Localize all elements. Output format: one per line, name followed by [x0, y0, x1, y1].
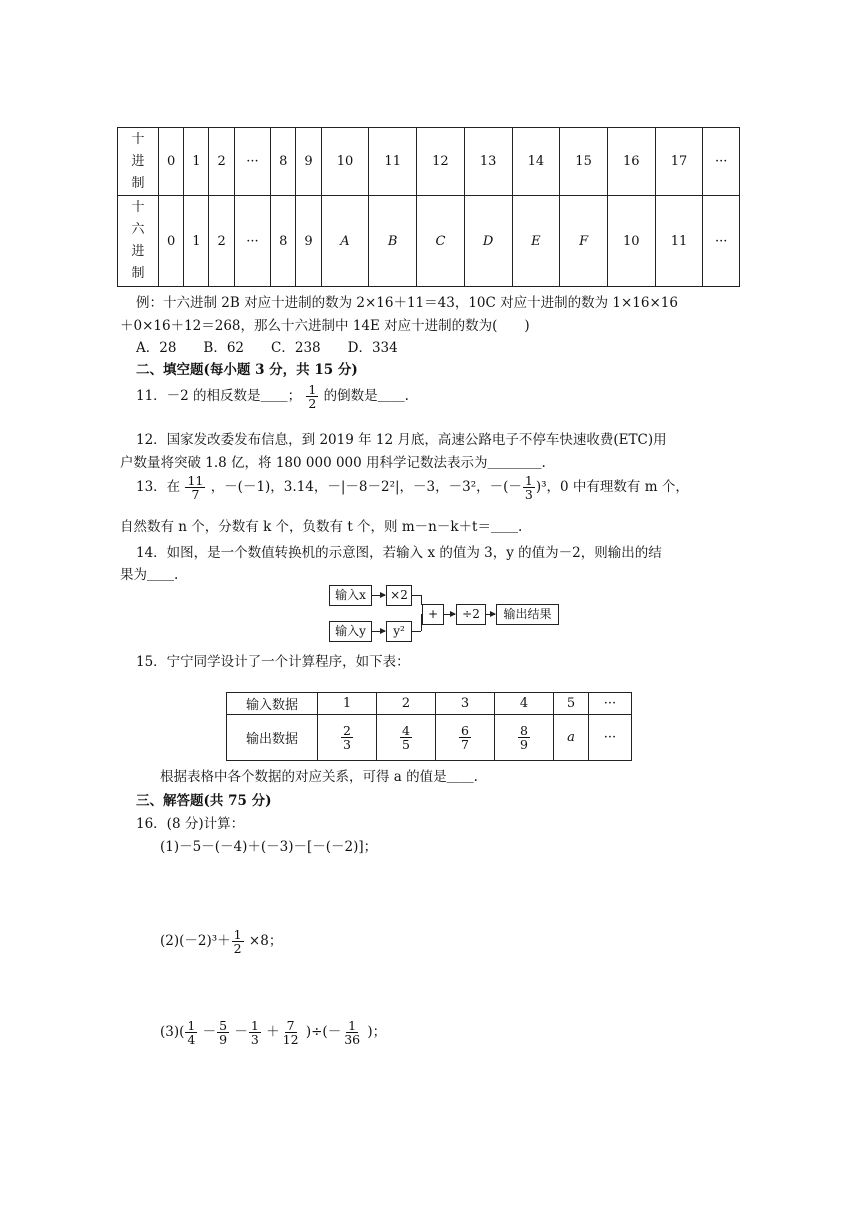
- q14-text: 果为: [120, 567, 147, 583]
- table-cell: 4: [495, 693, 554, 715]
- table-cell: 11: [655, 196, 703, 287]
- numerator: 1: [308, 382, 317, 397]
- numerator: 1: [348, 1018, 357, 1033]
- label-char: 进: [131, 244, 145, 259]
- table-cell: a: [554, 715, 589, 761]
- question-11: [136, 383, 409, 410]
- divide-two-box: ÷2: [456, 604, 486, 625]
- table-cell: 12: [417, 128, 465, 196]
- answer-blank: ＿＿: [490, 519, 518, 535]
- fraction: [185, 1019, 197, 1046]
- decimal-row: [118, 128, 740, 196]
- q16-text: ×8；: [248, 933, 283, 950]
- minus-sign: －: [202, 1024, 217, 1041]
- fraction: [342, 1019, 362, 1046]
- fraction: [185, 474, 205, 501]
- table-cell: [436, 715, 495, 761]
- output-row: [227, 715, 632, 761]
- table-cell: 10: [321, 128, 369, 196]
- denominator: 36: [344, 1032, 361, 1048]
- fraction: [232, 928, 244, 955]
- table-cell: 8: [271, 128, 296, 196]
- table-cell: [495, 715, 554, 761]
- table-cell: 5: [554, 693, 589, 715]
- table-cell: 1: [318, 693, 377, 715]
- q15-text: 根据表格中各个数据的对应关系，可得 a 的值是: [160, 769, 447, 785]
- base-conversion-table: [117, 127, 740, 287]
- fraction: [523, 474, 535, 501]
- table-cell: 9: [296, 196, 321, 287]
- q12-text: 户数量将突破 1.8 亿，将 180 000 000 用科学记数法表示为: [120, 455, 488, 471]
- q15-intro: 15．宁宁同学设计了一个计算程序，如下表：: [136, 654, 410, 670]
- numerator: 8: [520, 722, 528, 738]
- label-char: 制: [131, 175, 145, 191]
- denominator: 3: [524, 487, 533, 503]
- denominator: 7: [191, 487, 200, 503]
- decimal-row-label: [118, 128, 159, 196]
- table-cell: 14: [512, 128, 560, 196]
- output-box: 输出结果: [496, 604, 559, 625]
- q16-part1: (1)－5－(－4)＋(－3)－[－(－2)]；: [160, 839, 378, 855]
- fraction: [341, 724, 353, 751]
- q12-line1: 12．国家发改委发布信息，到 2019 年 12 月底，高速公路电子不停车快速收费(ETC)用: [136, 432, 667, 448]
- denominator: 3: [343, 737, 351, 752]
- calculation-program-table: [226, 692, 632, 761]
- denominator: 7: [461, 737, 469, 752]
- q15-conclusion: [160, 765, 478, 785]
- table-cell: 1: [184, 128, 209, 196]
- q13-text: 自然数有 n 个，分数有 k 个，负数有 t 个，则 m－n－k＋t＝: [120, 519, 491, 535]
- answer-blank: ＿＿: [147, 567, 174, 583]
- q16-text: (2)(－2)³＋: [160, 933, 231, 950]
- plus-sign: ＋: [266, 1024, 280, 1041]
- table-cell: [318, 715, 377, 761]
- q16-title: 16．(8 分)计算：: [136, 816, 245, 832]
- period: .: [541, 455, 546, 471]
- period: .: [174, 567, 179, 583]
- arrow: [443, 614, 455, 615]
- output-label: 输出数据: [227, 715, 318, 761]
- table-cell: 17: [655, 128, 703, 196]
- fraction: [249, 1019, 261, 1046]
- q16-part3: [160, 1019, 386, 1046]
- label-char: 十: [131, 200, 145, 215]
- label-char: 六: [131, 222, 145, 237]
- fraction: [459, 724, 471, 751]
- table-cell: D: [464, 196, 512, 287]
- table-cell: F: [560, 196, 608, 287]
- table-cell: [377, 715, 436, 761]
- q12-line2: [120, 451, 546, 471]
- fraction: [217, 1019, 229, 1046]
- q14-line1: 14．如图，是一个数值转换机的示意图，若输入 x 的值为 3，y 的值为－2，则输出的结: [136, 545, 662, 561]
- label-char: 制: [131, 266, 145, 281]
- table-cell: ···: [234, 128, 270, 196]
- denominator: 9: [219, 1032, 228, 1048]
- period: .: [404, 388, 409, 405]
- section-fill-in-heading: 二、填空题(每小题 3 分，共 15 分): [136, 362, 358, 378]
- numerator: 11: [187, 473, 204, 488]
- plus-box: +: [422, 604, 444, 625]
- table-cell: ···: [703, 196, 740, 287]
- table-cell: 2: [209, 128, 234, 196]
- y-squared-box: y²: [386, 621, 412, 642]
- q16-part2: [160, 928, 282, 955]
- input-row: [227, 693, 632, 715]
- table-cell: 16: [607, 128, 655, 196]
- arrow: [371, 631, 385, 632]
- table-cell: ···: [589, 715, 632, 761]
- denominator: 12: [282, 1032, 299, 1048]
- q13-text: )³，0 中有理数有 m 个，: [535, 479, 689, 496]
- denominator: 5: [402, 737, 410, 752]
- input-x-box: 输入x: [329, 585, 372, 606]
- q10-example-line1: 例：十六进制 2B 对应十进制的数为 2×16＋11＝43，10C 对应十进制的数为 1×16×16: [136, 295, 678, 311]
- answer-blank: ＿＿: [377, 388, 405, 405]
- q13-line2: [120, 515, 522, 535]
- table-cell: ···: [703, 128, 740, 196]
- q13-line1: [136, 474, 689, 501]
- numerator: 6: [461, 722, 469, 738]
- answer-blank: ＿＿: [446, 769, 474, 785]
- table-cell: 15: [560, 128, 608, 196]
- numerator: 1: [187, 1018, 196, 1033]
- q11-text: 的倒数是: [323, 388, 378, 405]
- hex-row: [118, 196, 740, 287]
- table-cell: 0: [159, 196, 184, 287]
- q16-text: (3)(: [160, 1024, 185, 1041]
- q10-options: A．28 B．62 C．238 D．334: [136, 340, 398, 356]
- table-cell: 10: [607, 196, 655, 287]
- denominator: 3: [250, 1032, 259, 1048]
- table-cell: E: [512, 196, 560, 287]
- q16-text: )÷(－: [305, 1024, 342, 1041]
- table-cell: 2: [377, 693, 436, 715]
- table-cell: B: [369, 196, 417, 287]
- table-cell: 2: [209, 196, 234, 287]
- denominator: 9: [520, 737, 528, 752]
- connector: [411, 631, 421, 632]
- answer-blank: ＿＿＿＿: [487, 455, 542, 471]
- label-char: 进: [131, 153, 145, 169]
- minus-sign: －: [234, 1024, 248, 1041]
- table-cell: 13: [464, 128, 512, 196]
- input-label: 输入数据: [227, 693, 318, 715]
- q13-text: ，－(－1)，3.14，－|－8－2²|，－3，－3²，－(－: [210, 479, 522, 496]
- q11-text: 11．－2 的相反数是: [136, 388, 261, 405]
- table-cell: A: [321, 196, 369, 287]
- period: .: [473, 769, 478, 785]
- denominator: 4: [187, 1032, 196, 1048]
- fraction: [306, 383, 318, 410]
- q11-separator: ；: [287, 388, 302, 405]
- q13-text: 13．在: [136, 479, 181, 496]
- connector: [411, 595, 421, 596]
- input-y-box: 输入y: [329, 621, 372, 642]
- numerator: 1: [250, 1018, 259, 1033]
- q10-example-line2: ＋0×16＋12＝268，那么十六进制中 14E 对应十进制的数为( ): [120, 318, 530, 334]
- period: .: [517, 519, 523, 535]
- table-cell: 0: [159, 128, 184, 196]
- table-cell: ···: [234, 196, 270, 287]
- times-two-box: ×2: [386, 585, 412, 606]
- section-answer-heading: 三、解答题(共 75 分): [136, 793, 272, 809]
- numerator: 2: [343, 722, 351, 738]
- table-cell: C: [417, 196, 465, 287]
- q16-text: )；: [367, 1024, 387, 1041]
- numerator: 1: [524, 473, 533, 488]
- table-cell: 3: [436, 693, 495, 715]
- table-cell: 1: [184, 196, 209, 287]
- arrow: [371, 595, 385, 596]
- answer-blank: ＿＿: [260, 388, 288, 405]
- numerator: 7: [286, 1018, 295, 1033]
- hex-row-label: [118, 196, 159, 287]
- table-cell: 8: [271, 196, 296, 287]
- numerator: 1: [233, 927, 242, 942]
- table-cell: ···: [589, 693, 632, 715]
- numerator: 4: [402, 722, 410, 738]
- fraction: [281, 1019, 301, 1046]
- denominator: 2: [308, 396, 317, 412]
- q14-line2: [120, 563, 178, 583]
- arrow: [485, 614, 495, 615]
- fraction: [400, 724, 412, 751]
- denominator: 2: [233, 941, 242, 957]
- numerator: 5: [219, 1018, 228, 1033]
- table-cell: 11: [369, 128, 417, 196]
- label-char: 十: [131, 131, 145, 147]
- fraction: [518, 724, 530, 751]
- table-cell: 9: [296, 128, 321, 196]
